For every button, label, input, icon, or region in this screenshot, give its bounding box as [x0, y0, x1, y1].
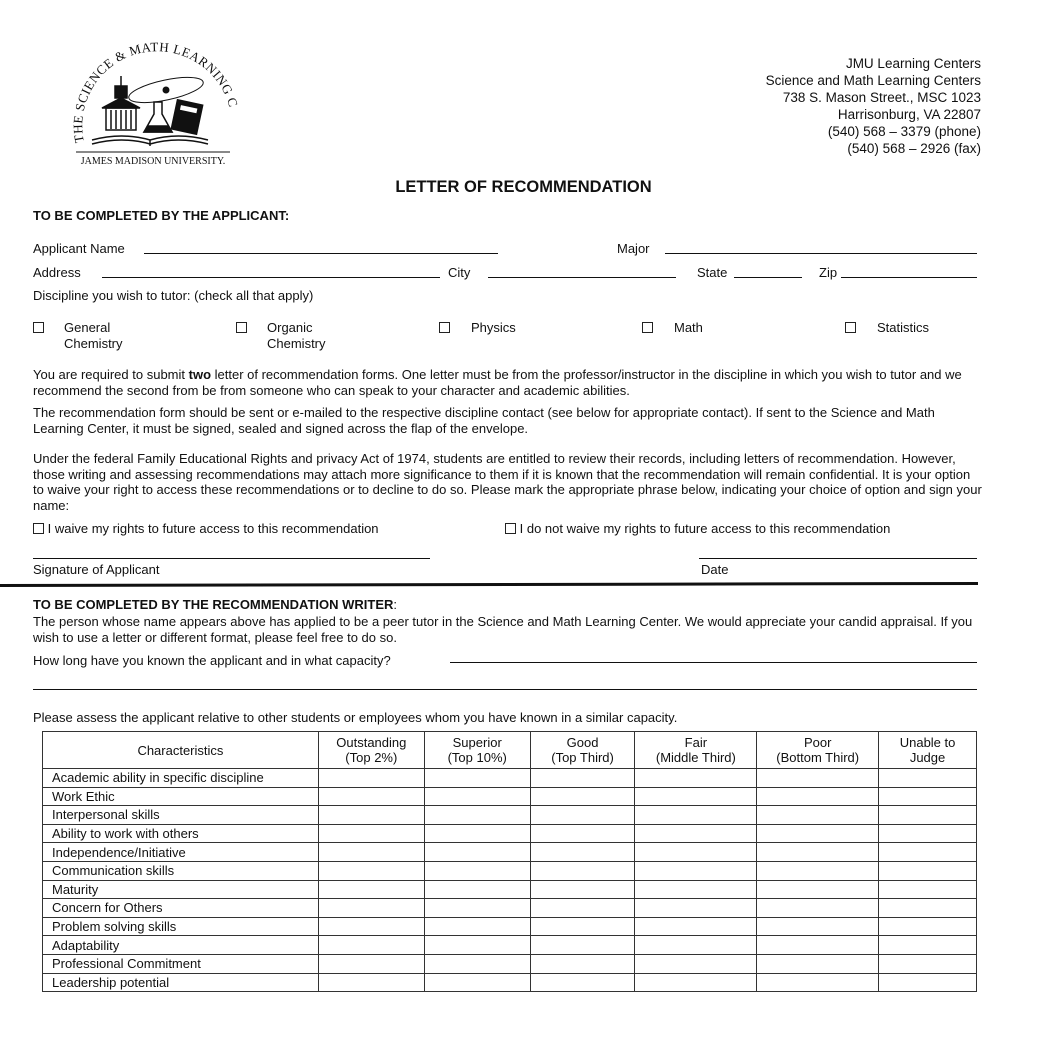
table-row [43, 954, 977, 973]
page-title: LETTER OF RECOMMENDATION [395, 178, 652, 196]
column-header-rating: Unable to Judge [879, 732, 977, 769]
rating-cell[interactable] [757, 899, 879, 918]
zip-label: Zip [819, 265, 838, 280]
characteristic-cell: Problem solving skills [43, 917, 319, 936]
rating-cell[interactable] [635, 973, 757, 992]
rating-cell[interactable] [635, 861, 757, 880]
waive-option-label: I waive my rights to future access to this recommendation [47, 521, 379, 536]
address-field[interactable] [102, 277, 440, 278]
org-center: Science and Math Learning Centers [765, 73, 981, 88]
date-field[interactable] [699, 558, 977, 559]
org-street: 738 S. Mason Street., MSC 1023 [782, 90, 981, 105]
column-header-rating: Superior (Top 10%) [424, 732, 530, 769]
checkbox[interactable] [845, 322, 856, 333]
university-name: JAMES MADISON UNIVERSITY. [80, 156, 226, 167]
characteristic-cell: Work Ethic [43, 787, 319, 806]
rating-cell[interactable] [635, 917, 757, 936]
table-row [43, 936, 977, 955]
org-city: Harrisonburg, VA 22807 [837, 107, 981, 122]
checkbox[interactable] [439, 322, 450, 333]
discipline-label-line2: Chemistry [267, 336, 326, 351]
date-label: Date [701, 562, 729, 577]
table-header-row [43, 732, 977, 769]
rating-cell[interactable] [424, 806, 530, 825]
checkbox[interactable] [33, 322, 44, 333]
rating-cell[interactable] [424, 843, 530, 862]
requirement-paragraph: You are required to submit two letter of recommendation forms. One letter must be from the professor/instructor in the discipline in which you wish to tutor and we recommend the second from be from someone who can speak to your character and academic abilities. [33, 367, 962, 398]
rating-cell[interactable] [879, 787, 977, 806]
org-address-block [766, 55, 981, 157]
table-row [43, 861, 977, 880]
checkbox[interactable] [642, 322, 653, 333]
rating-cell[interactable] [424, 861, 530, 880]
table-row [43, 880, 977, 899]
rating-cell[interactable] [757, 917, 879, 936]
not-waive-option[interactable] [505, 521, 890, 536]
state-label: State [697, 265, 728, 280]
table-row [43, 806, 977, 825]
capacity-answer-field-2[interactable] [33, 689, 977, 690]
city-field[interactable] [488, 277, 676, 278]
rating-cell[interactable] [757, 973, 879, 992]
capacity-question: How long have you known the applicant and in what capacity? [33, 653, 391, 668]
rating-cell[interactable] [318, 861, 424, 880]
writer-intro-paragraph: The person whose name appears above has applied to be a peer tutor in the Science and Math Learning Center. We would appreciate your candid appraisal. If you wish to use a letter or different format, please feel free to do so. [33, 614, 973, 645]
capacity-answer-field[interactable] [450, 662, 977, 663]
characteristic-cell: Maturity [43, 880, 319, 899]
rating-cell[interactable] [530, 806, 635, 825]
rating-cell[interactable] [530, 973, 635, 992]
address-label: Address [33, 265, 81, 280]
applicant-name-field[interactable] [144, 253, 498, 254]
science-math-center-logo [62, 40, 242, 170]
rating-cell[interactable] [879, 769, 977, 788]
rating-cell[interactable] [879, 824, 977, 843]
rating-cell[interactable] [635, 899, 757, 918]
calculator-icon [171, 100, 203, 135]
section-divider [0, 582, 978, 587]
rating-cell[interactable] [318, 917, 424, 936]
checkbox[interactable] [33, 523, 44, 534]
org-phone: (540) 568 – 3379 (phone) [827, 124, 981, 139]
rating-cell[interactable] [424, 769, 530, 788]
applicant-section-heading: TO BE COMPLETED BY THE APPLICANT: [33, 208, 290, 223]
zip-field[interactable] [841, 277, 977, 278]
rating-cell[interactable] [530, 899, 635, 918]
rating-cell[interactable] [318, 787, 424, 806]
discipline-label: Discipline you wish to tutor: (check all that apply) [33, 288, 314, 303]
rating-cell[interactable] [635, 936, 757, 955]
rating-cell[interactable] [879, 936, 977, 955]
discipline-label-line1: General [64, 320, 111, 335]
rating-cell[interactable] [318, 769, 424, 788]
column-header-rating: Poor (Bottom Third) [757, 732, 879, 769]
table-row [43, 787, 977, 806]
rating-cell[interactable] [635, 954, 757, 973]
rating-cell[interactable] [635, 787, 757, 806]
rating-cell[interactable] [318, 954, 424, 973]
column-header-rating: Good (Top Third) [530, 732, 635, 769]
rating-cell[interactable] [530, 861, 635, 880]
characteristic-cell: Concern for Others [43, 899, 319, 918]
rating-cell[interactable] [635, 769, 757, 788]
rating-cell[interactable] [879, 843, 977, 862]
rating-cell[interactable] [318, 899, 424, 918]
submission-paragraph: The recommendation form should be sent or e-mailed to the respective discipline contact (see below for appropriate contact). If sent to the Science and Math Learning Center, it must be signed, sealed and signed across the flap of the envelope. [33, 405, 935, 436]
rating-cell[interactable] [318, 843, 424, 862]
waive-option[interactable] [33, 521, 379, 536]
rating-cell[interactable] [879, 861, 977, 880]
table-row [43, 843, 977, 862]
writer-section-heading: TO BE COMPLETED BY THE RECOMMENDATION WRITER: [33, 597, 398, 612]
rating-cell[interactable] [530, 954, 635, 973]
discipline-label-line2: Chemistry [64, 336, 123, 351]
rating-cell[interactable] [757, 954, 879, 973]
applicant-name-label: Applicant Name [33, 241, 125, 256]
rating-cell[interactable] [530, 769, 635, 788]
rating-cell[interactable] [757, 936, 879, 955]
atom-icon [127, 72, 205, 107]
rating-cell[interactable] [879, 899, 977, 918]
rating-cell[interactable] [530, 787, 635, 806]
org-fax: (540) 568 – 2926 (fax) [847, 141, 981, 156]
rating-cell[interactable] [879, 973, 977, 992]
rating-cell[interactable] [530, 880, 635, 899]
rating-cell[interactable] [318, 880, 424, 899]
characteristic-cell: Communication skills [43, 861, 319, 880]
rating-cell[interactable] [635, 880, 757, 899]
characteristic-cell: Adaptability [43, 936, 319, 955]
rating-cell[interactable] [318, 824, 424, 843]
rating-cell[interactable] [424, 936, 530, 955]
rating-cell[interactable] [424, 880, 530, 899]
discipline-label-line1: Statistics [877, 320, 930, 335]
discipline-label-line1: Physics [471, 320, 516, 335]
signature-label: Signature of Applicant [33, 562, 160, 577]
rating-cell[interactable] [757, 806, 879, 825]
rating-cell[interactable] [424, 824, 530, 843]
assess-prompt: Please assess the applicant relative to other students or employees whom you have known in a similar capacity. [33, 710, 678, 725]
table-row [43, 899, 977, 918]
rating-cell[interactable] [530, 936, 635, 955]
table-row [43, 973, 977, 992]
characteristic-cell: Independence/Initiative [43, 843, 319, 862]
rating-cell[interactable] [635, 824, 757, 843]
rating-cell[interactable] [530, 824, 635, 843]
rating-cell[interactable] [879, 880, 977, 899]
rating-cell[interactable] [757, 880, 879, 899]
characteristic-cell: Leadership potential [43, 973, 319, 992]
characteristic-cell: Ability to work with others [43, 824, 319, 843]
rating-cell[interactable] [530, 843, 635, 862]
building-icon [102, 76, 140, 130]
rating-cell[interactable] [318, 973, 424, 992]
rating-cell[interactable] [757, 824, 879, 843]
discipline-label-line1: Math [674, 320, 703, 335]
emphasis-two: two [188, 367, 212, 382]
rating-cell[interactable] [635, 806, 757, 825]
rating-cell[interactable] [879, 954, 977, 973]
book-icon [92, 136, 208, 146]
logo-arc-text: THE SCIENCE & MATH LEARNING C [70, 40, 242, 145]
rating-cell[interactable] [424, 787, 530, 806]
table-row [43, 769, 977, 788]
rating-cell[interactable] [635, 843, 757, 862]
rating-cell[interactable] [424, 973, 530, 992]
table-row [43, 824, 977, 843]
checkbox[interactable] [505, 523, 516, 534]
characteristic-cell: Professional Commitment [43, 954, 319, 973]
rating-cell[interactable] [757, 787, 879, 806]
signature-field[interactable] [33, 558, 430, 559]
not-waive-option-label: I do not waive my rights to future access to this recommendation [519, 521, 891, 536]
column-header-rating: Fair (Middle Third) [635, 732, 757, 769]
state-field[interactable] [734, 277, 802, 278]
checkbox[interactable] [236, 322, 247, 333]
characteristic-cell: Academic ability in specific discipline [43, 769, 319, 788]
org-name: JMU Learning Centers [845, 56, 981, 71]
rating-cell[interactable] [318, 806, 424, 825]
rating-cell[interactable] [879, 917, 977, 936]
discipline-label-line1: Organic [267, 320, 313, 335]
assessment-table [42, 731, 977, 992]
major-label: Major [617, 241, 650, 256]
column-header-rating: Outstanding (Top 2%) [318, 732, 424, 769]
ferpa-paragraph: Under the federal Family Educational Rights and privacy Act of 1974, students are entitled to review their records, including letters of recommendation. However, those writing and assessing recommendations may attach more significance to them if it is known that the recommendation will remain confidential. It is your option to waive your right to access these recommendations or to decline to do so. Please mark the appropriate phrase below, indicating your choice of option and sign your name: [33, 451, 982, 513]
rating-cell[interactable] [530, 917, 635, 936]
rating-cell[interactable] [424, 899, 530, 918]
rating-cell[interactable] [757, 861, 879, 880]
rating-cell[interactable] [424, 954, 530, 973]
city-label: City [448, 265, 471, 280]
rating-cell[interactable] [757, 843, 879, 862]
flask-icon [144, 102, 172, 132]
rating-cell[interactable] [879, 806, 977, 825]
characteristic-cell: Interpersonal skills [43, 806, 319, 825]
table-row [43, 917, 977, 936]
major-field[interactable] [665, 253, 977, 254]
rating-cell[interactable] [757, 769, 879, 788]
rating-cell[interactable] [424, 917, 530, 936]
column-header-characteristics: Characteristics [43, 732, 319, 769]
rating-cell[interactable] [318, 936, 424, 955]
